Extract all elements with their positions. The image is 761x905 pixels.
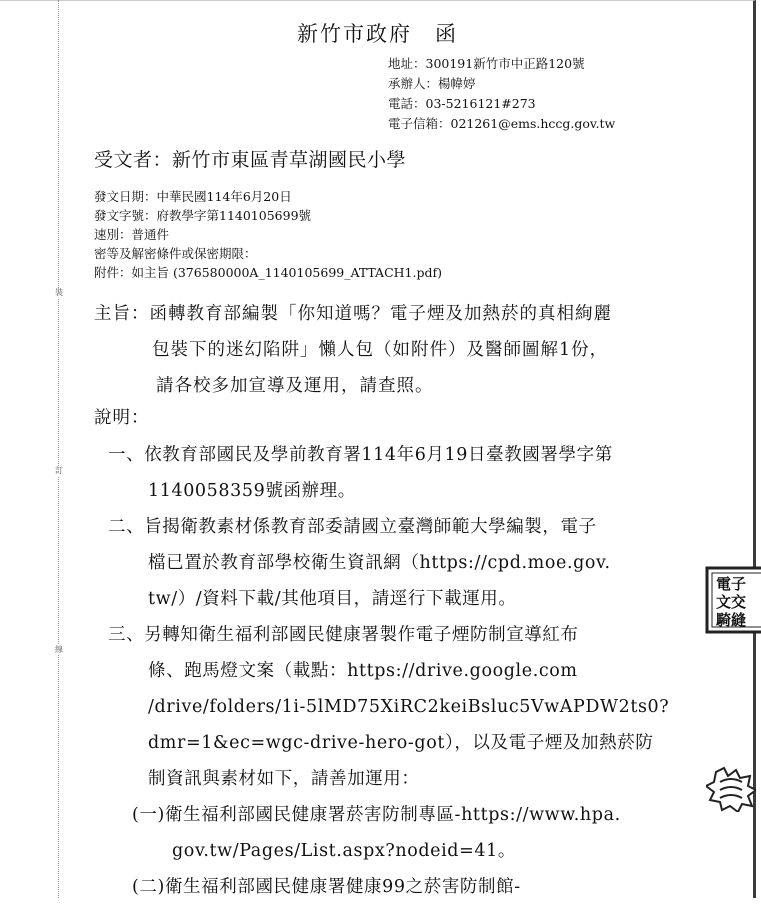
stamp-text: 文交 [716, 593, 747, 611]
description-items [108, 437, 669, 797]
email-line: 電子信箱：021261@ems.hccg.gov.tw [388, 116, 616, 131]
sub-item-1-line: (一)衛生福利部國民健康署菸害防制專區-https://www.hpa. [132, 805, 621, 825]
stamp-text: 電子 [716, 575, 747, 593]
sub-item-1-line: gov.tw/Pages/List.aspx?nodeid=41。 [172, 841, 516, 861]
item-3-line: dmr=1&ec=wgc-drive-hero-got），以及電子煙及加熱菸防 [148, 733, 654, 753]
binding-mark-ding: 訂 [55, 466, 63, 475]
sub-item-1 [132, 797, 621, 869]
document-title: 新竹市政府 函 [297, 22, 458, 46]
stamp-text: 騎縫 [716, 611, 747, 629]
issue-number: 發文字號：府教學字第1140105699號 [94, 208, 312, 223]
contact-block [388, 54, 615, 134]
urgency: 速別：普通件 [94, 227, 170, 242]
subject-line: 請各校多加宣導及運用，請查照。 [156, 376, 434, 396]
item-3-line: 三、另轉知衛生福利部國民健康署製作電子煙防制宣導紅布 [108, 625, 579, 645]
subject-line: 主旨：函轉教育部編製「你知道嗎？電子煙及加熱菸的真相絢麗 [94, 304, 612, 324]
subject-block [94, 296, 612, 404]
item-2-line: tw/）/資料下載/其他項目，請逕行下載運用。 [148, 589, 517, 609]
binding-line [58, 0, 59, 898]
phone-line: 電話：03-5216121#273 [388, 96, 536, 111]
recipient: 受文者：新竹市東區青草湖國民小學 [94, 149, 407, 171]
handler-line: 承辦人：楊幃婷 [388, 76, 476, 91]
sub-item-2-line: (二)衛生福利部國民健康署健康99之菸害防制館- [132, 877, 521, 897]
item-3-line: 條、跑馬燈文案（載點：https://drive.google.com [148, 661, 578, 681]
seal-stamp [706, 766, 756, 812]
item-1-line: 1140058359號函辦理。 [148, 481, 356, 501]
item-1-line: 一、依教育部國民及學前教育署114年6月19日臺教國署學字第 [108, 445, 613, 465]
issue-date: 發文日期：中華民國114年6月20日 [94, 189, 292, 204]
item-3-line: /drive/folders/1i-5lMD75XiRC2keiBsluc5VwAPDW2ts0? [148, 697, 670, 717]
meta-block [94, 187, 442, 282]
seam-stamp [704, 565, 761, 635]
binding-mark-zhuang: 裝 [55, 288, 63, 297]
attachment: 附件：如主旨 (376580000A_1140105699_ATTACH1.pdf) [94, 265, 442, 280]
item-2-line: 檔已置於教育部學校衛生資訊網（https://cpd.moe.gov. [148, 553, 611, 573]
confidentiality: 密等及解密條件或保密期限： [94, 246, 257, 261]
item-3-line: 制資訊與素材如下，請善加運用： [148, 769, 420, 789]
sub-item-2 [132, 869, 521, 905]
binding-mark-xian: 線 [55, 645, 63, 654]
item-2-line: 二、旨揭衛教素材係教育部委請國立臺灣師範大學編製，電子 [108, 517, 597, 537]
description-label: 說明： [94, 408, 150, 428]
subject-line: 包裝下的迷幻陷阱」懶人包（如附件）及醫師圖解1份， [152, 340, 609, 360]
address-line: 地址：300191新竹市中正路120號 [388, 56, 585, 71]
